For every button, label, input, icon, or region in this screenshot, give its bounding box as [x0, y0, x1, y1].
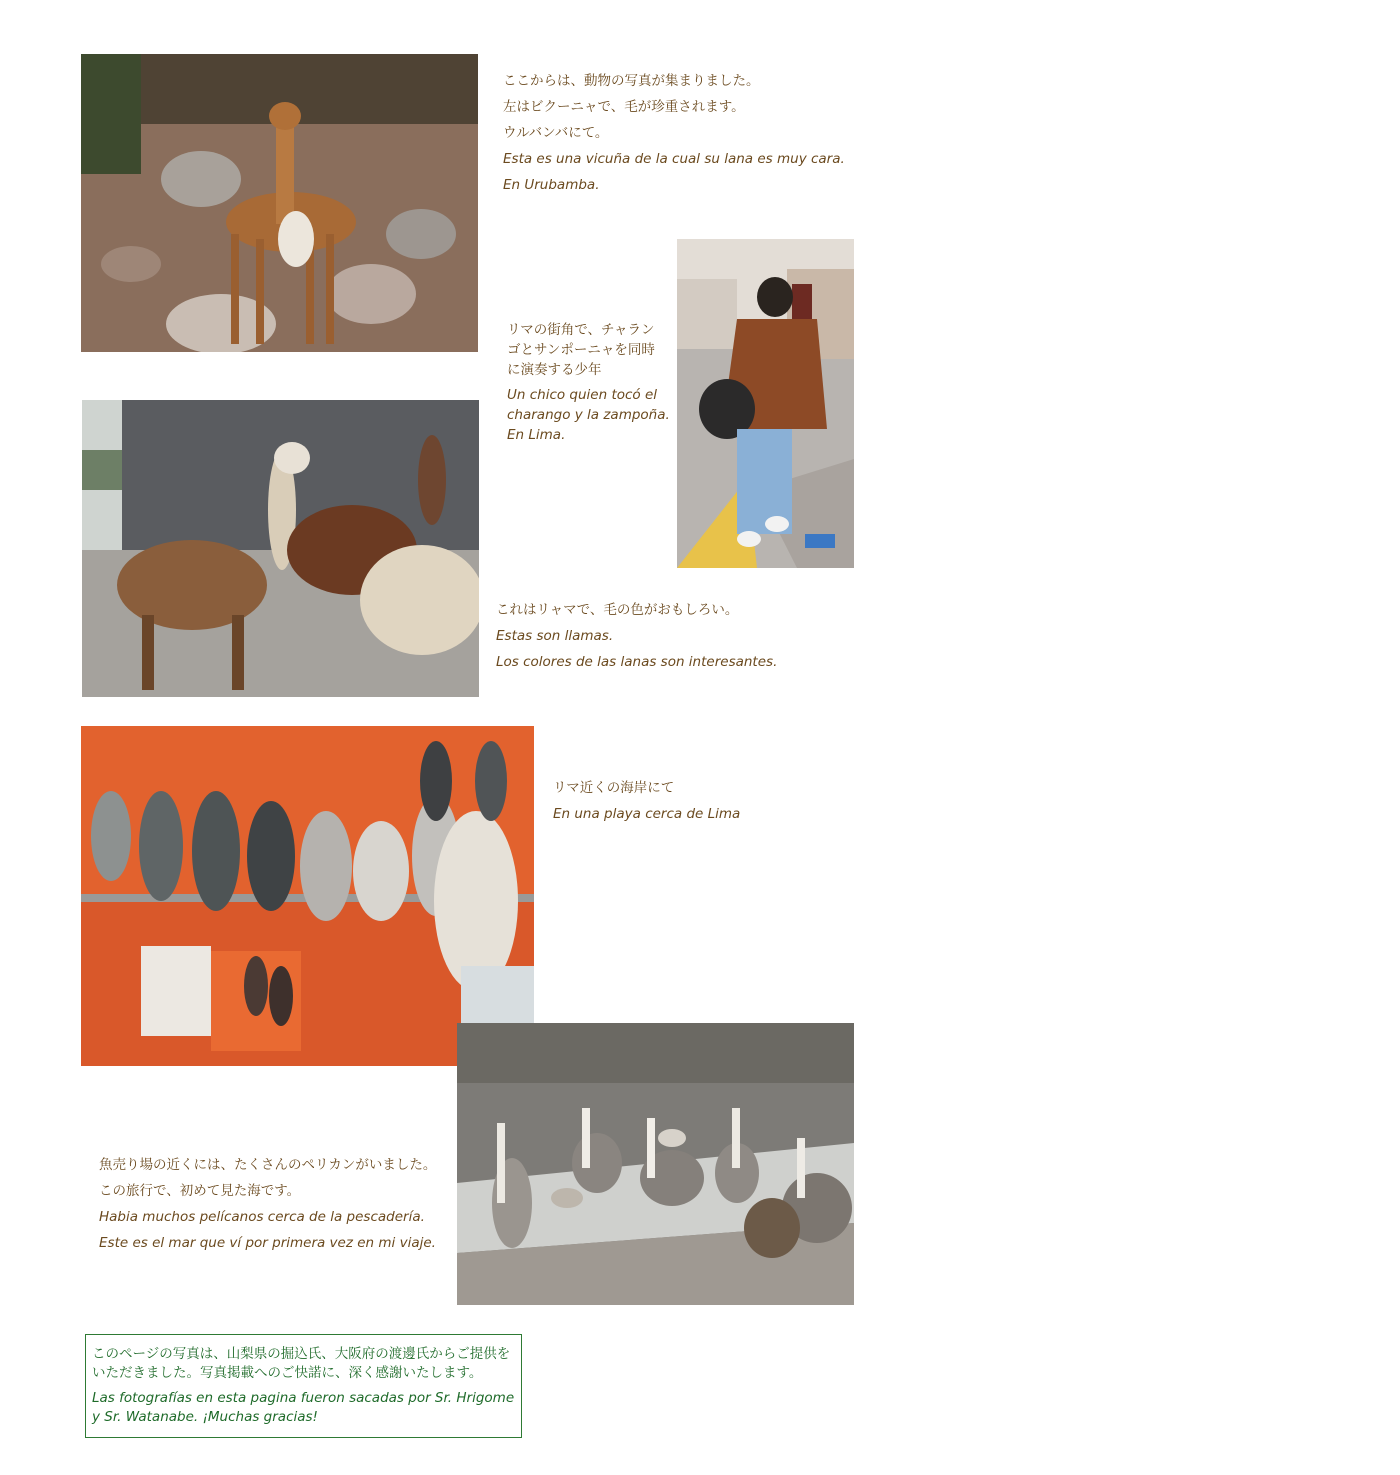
caption-ja-line: この旅行で、初めて見た海です。 [99, 1183, 301, 1199]
photo-credits-box [85, 1334, 522, 1438]
caption-es-line: Los colores de las lanas son interesantes. [496, 654, 778, 670]
caption-es-line: En Lima. [507, 427, 566, 443]
caption-ja-line: 左はビクーニャで、毛が珍重されます。 [503, 99, 745, 115]
caption-ja-line: ゴとサンポーニャを同時 [507, 342, 655, 358]
fish-market-caption [553, 775, 740, 827]
caption-ja-line: ウルバンバにて。 [503, 125, 609, 141]
caption-ja-line: に演奏する少年 [507, 362, 602, 378]
charango-boy-caption [507, 320, 670, 445]
vicuna-caption [503, 68, 845, 198]
caption-es-line: Habia muchos pelícanos cerca de la pescadería. [99, 1209, 425, 1225]
caption-es-line: Este es el mar que ví por primera vez en mi viaje. [99, 1235, 436, 1251]
credits-es-line: y Sr. Watanabe. ¡Muchas gracias! [92, 1409, 318, 1425]
caption-ja-line: ここからは、動物の写真が集まりました。 [503, 73, 760, 89]
caption-ja-line: リマの街角で、チャラン [507, 322, 655, 338]
llamas-photo [82, 400, 479, 697]
pelicans-photo [457, 1023, 854, 1305]
credits-ja-line: いただきました。写真掲載へのご快諾に、深く感謝いたします。 [92, 1365, 483, 1381]
charango-boy-photo [677, 239, 854, 568]
caption-es-line: charango y la zampoña. [507, 407, 670, 423]
pelicans-caption [99, 1152, 436, 1256]
caption-es-line: Esta es una vicuña de la cual su lana es muy cara. [503, 151, 845, 167]
caption-es-line: Un chico quien tocó el [507, 387, 658, 403]
caption-ja-line: 魚売り場の近くには、たくさんのペリカンがいました。 [99, 1157, 437, 1173]
caption-es-line: Estas son llamas. [496, 628, 614, 644]
vicuna-photo [81, 54, 478, 352]
caption-es-line: En Urubamba. [503, 177, 600, 193]
caption-es-line: En una playa cerca de Lima [553, 806, 741, 822]
credits-ja-line: このページの写真は、山梨県の掘込氏、大阪府の渡邊氏からご提供を [92, 1346, 511, 1362]
caption-ja-line: これはリャマで、毛の色がおもしろい。 [496, 602, 739, 618]
llamas-caption [496, 597, 777, 675]
fish-market-photo [81, 726, 534, 1066]
caption-ja-line: リマ近くの海岸にて [553, 780, 675, 796]
credits-es-line: Las fotografías en esta pagina fueron sacadas por Sr. Hrigome [92, 1390, 515, 1406]
